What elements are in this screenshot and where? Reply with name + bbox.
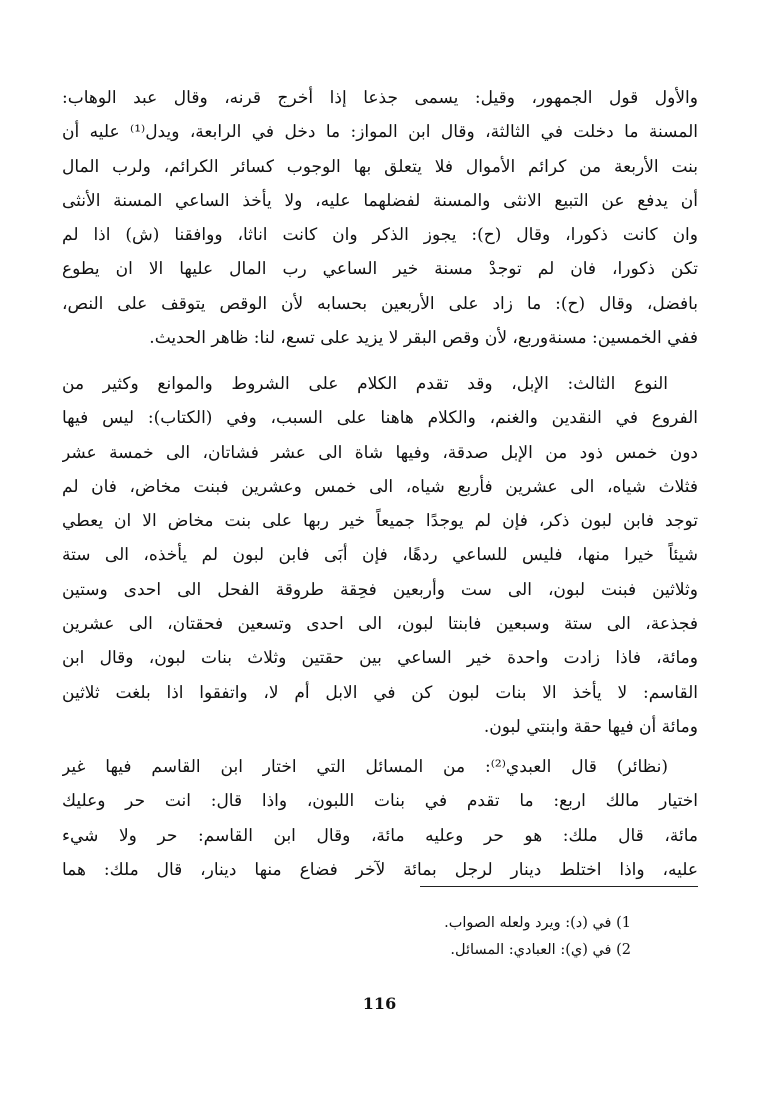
text-line: (نظائر) قال العبدي⁽²⁾: من المسائل التي اختار ابن القاسم فيها غير (62, 757, 668, 777)
text-line: النوع الثالث: الإبل، وقد تقدم الكلام على الشروط والموانع وكثير من (62, 374, 668, 394)
text-line: بنت الأربعة من كرائم الأموال فلا يتعلق بها الوجوب كسائر الكرائم، ولرب المال (62, 156, 698, 177)
footnote-divider (420, 886, 698, 887)
text-line: الفروع في النقدين والغنم، والكلام هاهنا على السبب، وفي (الكتاب): ليس فيها (62, 408, 698, 429)
footnote-2: 2) في (ي): العبادي: المسائل. (450, 942, 631, 958)
text-line: مائة، قال ملك: هو حر وعليه مائة، وقال ابن القاسم: حر ولا شيء (62, 825, 698, 846)
paragraph-2 (62, 367, 698, 744)
text-line: أن يدفع عن التبيع الانثى والمسنة لفضلهما عليه، ولا يأخذ الساعي المسنة الأنثى (62, 190, 698, 211)
text-line: فثلاث شياه، الى عشرين فأربع شياه، الى خمس وعشرين فبنت مخاض، فان لم (62, 476, 698, 497)
footnotes (231, 910, 631, 964)
text-line: تكن ذكورا، فان لم توجدْ مسنة خير الساعي رب المال عليها الا ان يطوع (62, 259, 698, 280)
text-line: ومائة، فاذا زادت واحدة خير الساعي بين حقتين وثلاث بنات لبون، وقال ابن (62, 648, 698, 669)
footnote-1: 1) في (د): ويرد ولعله الصواب. (444, 915, 631, 931)
text-line: عليه، واذا اختلط دينار لرجل بمائة لآخر فضاع منها دينار، قال ملك: هما (62, 859, 698, 880)
text-line: وثلاثين فبنت لبون، الى ست وأربعين فحِقة طروقة الفحل الى احدى وستين (62, 579, 698, 600)
text-line: المسنة ما دخلت في الثالثة، وقال ابن المواز: ما دخل في الرابعة، ويدل⁽¹⁾ عليه أن (62, 122, 698, 143)
text-line: فجذعة، الى ستة وسبعين فابنتا لبون، الى احدى وتسعين فحقتان، الى عشرين (62, 614, 698, 635)
text-line: بافضل، وقال (ح): ما زاد على الأربعين بحسابه لأن الوقص يتوقف على النص، (62, 293, 698, 314)
text-line: اختيار مالك اربع: ما تقدم في بنات اللبون، واذا قال: انت حر وعليك (62, 791, 698, 812)
text-line: دون خمس ذود من الإبل صدقة، وفيها شاة الى عشر فشاتان، الى خمسة عشر (62, 442, 698, 463)
paragraph-3 (62, 750, 698, 887)
text-line: توجد فابن لبون ذكر، فإن لم يوجدًا جميعاً خير ربها على بنت مخاض الا ان يعطي (62, 511, 698, 532)
page-number: 116 (362, 994, 397, 1013)
text-line: شيئاً خيرا منها، فليس للساعي ردهًا، فإن أبَى فابن لبون لم يأخذه، الى ستة (62, 545, 698, 566)
text-line: ومائة أن فيها حقة وابنتي لبون. (483, 716, 698, 737)
text-line: القاسم: لا يأخذ الا بنات لبون كن في الابل أم لا، واتفقوا اذا بلغت ثلاثين (62, 682, 698, 703)
text-line: وان كانت ذكورا، وقال (ح): يجوز الذكر وان كانت اناثا، ووافقنا (ش) اذا لم (62, 225, 698, 246)
paragraph-1 (62, 81, 698, 355)
text-line: ففي الخمسين: مسنةوربع، لأن وقص البقر لا يزيد على تسع، لنا: ظاهر الحديث. (149, 328, 698, 349)
text-line: والأول قول الجمهور، وقيل: يسمى جذعا إذا أخرج قرنه، وقال عبد الوهاب: (62, 88, 698, 108)
